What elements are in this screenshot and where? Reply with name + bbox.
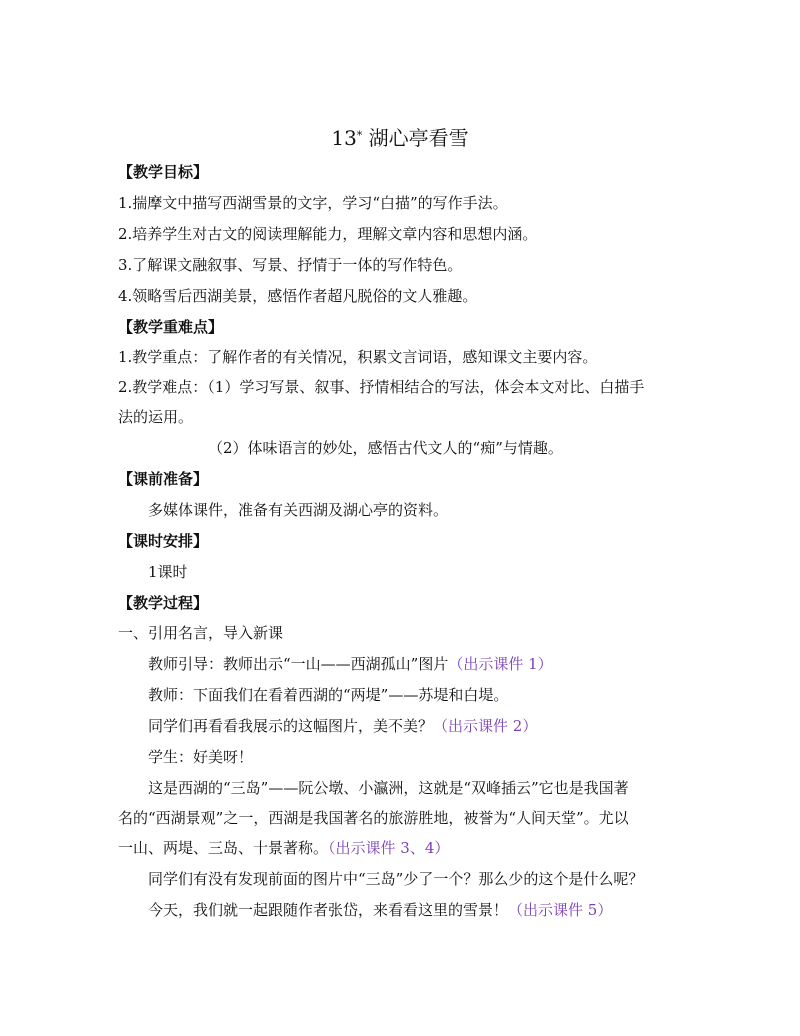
difficulty-sub-item: （2）体味语言的妙处，感悟古代文人的“痴”与情趣。 (208, 439, 563, 457)
difficulty-text: 2.教学难点：（1）学习写景、叙事、抒情相结合的写法，体会本文对比、白描手 (118, 378, 645, 396)
self-study-mark: * (356, 129, 363, 142)
paragraph-text: 教师引导：教师出示“一山——西湖孤山”图片 (148, 655, 449, 673)
goal-item: 4.领略雪后西湖美景，感悟作者超凡脱俗的文人雅趣。 (118, 287, 478, 305)
goal-item: 2.培养学生对古文的阅读理解能力，理解文章内容和思想内涵。 (118, 225, 538, 243)
slide-note: （出示课件 2） (433, 717, 538, 735)
paragraph-text: 一山、两堤、三岛、十景著称。 (118, 839, 329, 857)
paragraph: 同学们有没有发现前面的图片中“三岛”少了一个？那么少的这个是什么呢？ (148, 870, 644, 888)
key-point-text: 1.教学重点：了解作者的有关情况，积累文言词语，感知课文主要内容。 (118, 348, 598, 366)
paragraph (148, 716, 537, 736)
paragraph: 学生：好美呀！ (148, 748, 254, 766)
paragraph-text: 同学们再看看我展示的这幅图片，美不美？ (148, 717, 434, 735)
schedule-text: 1课时 (148, 563, 188, 581)
difficulty-text-cont: 法的运用。 (118, 408, 194, 426)
goals-heading: 【教学目标】 (118, 163, 209, 181)
paragraph (148, 654, 553, 674)
schedule-heading: 【课时安排】 (118, 532, 209, 550)
paragraph (148, 900, 612, 920)
paragraph-text: 今天，我们就一起跟随作者张岱，来看看这里的雪景！ (148, 901, 509, 919)
process-heading: 【教学过程】 (118, 594, 209, 612)
lesson-title: 湖心亭看雪 (368, 126, 469, 150)
slide-note: （出示课件 1） (448, 655, 553, 673)
slide-note: （出示课件 3、4） (328, 839, 450, 857)
prep-text: 多媒体课件，准备有关西湖及湖心亭的资料。 (148, 501, 449, 519)
step-heading: 一、引用名言，导入新课 (118, 624, 284, 642)
prep-heading: 【课前准备】 (118, 470, 209, 488)
goal-item: 3.了解课文融叙事、写景、抒情于一体的写作特色。 (118, 256, 463, 274)
page-title (0, 125, 800, 151)
paragraph: 这是西湖的“三岛”——阮公墩、小瀛洲，这就是“双峰插云”它也是我国著 (148, 779, 629, 797)
paragraph: 教师：下面我们在看着西湖的“两堤”——苏堤和白堤。 (148, 686, 509, 704)
lesson-number: 13 (331, 126, 357, 150)
key-points-heading: 【教学重难点】 (118, 318, 224, 336)
paragraph-cont: 名的“西湖景观”之一，西湖是我国著名的旅游胜地，被誉为“人间天堂”。尤以 (118, 809, 629, 827)
goal-item: 1.揣摩文中描写西湖雪景的文字，学习“白描”的写作手法。 (118, 194, 508, 212)
paragraph-cont (118, 838, 449, 858)
slide-note: （出示课件 5） (508, 901, 613, 919)
